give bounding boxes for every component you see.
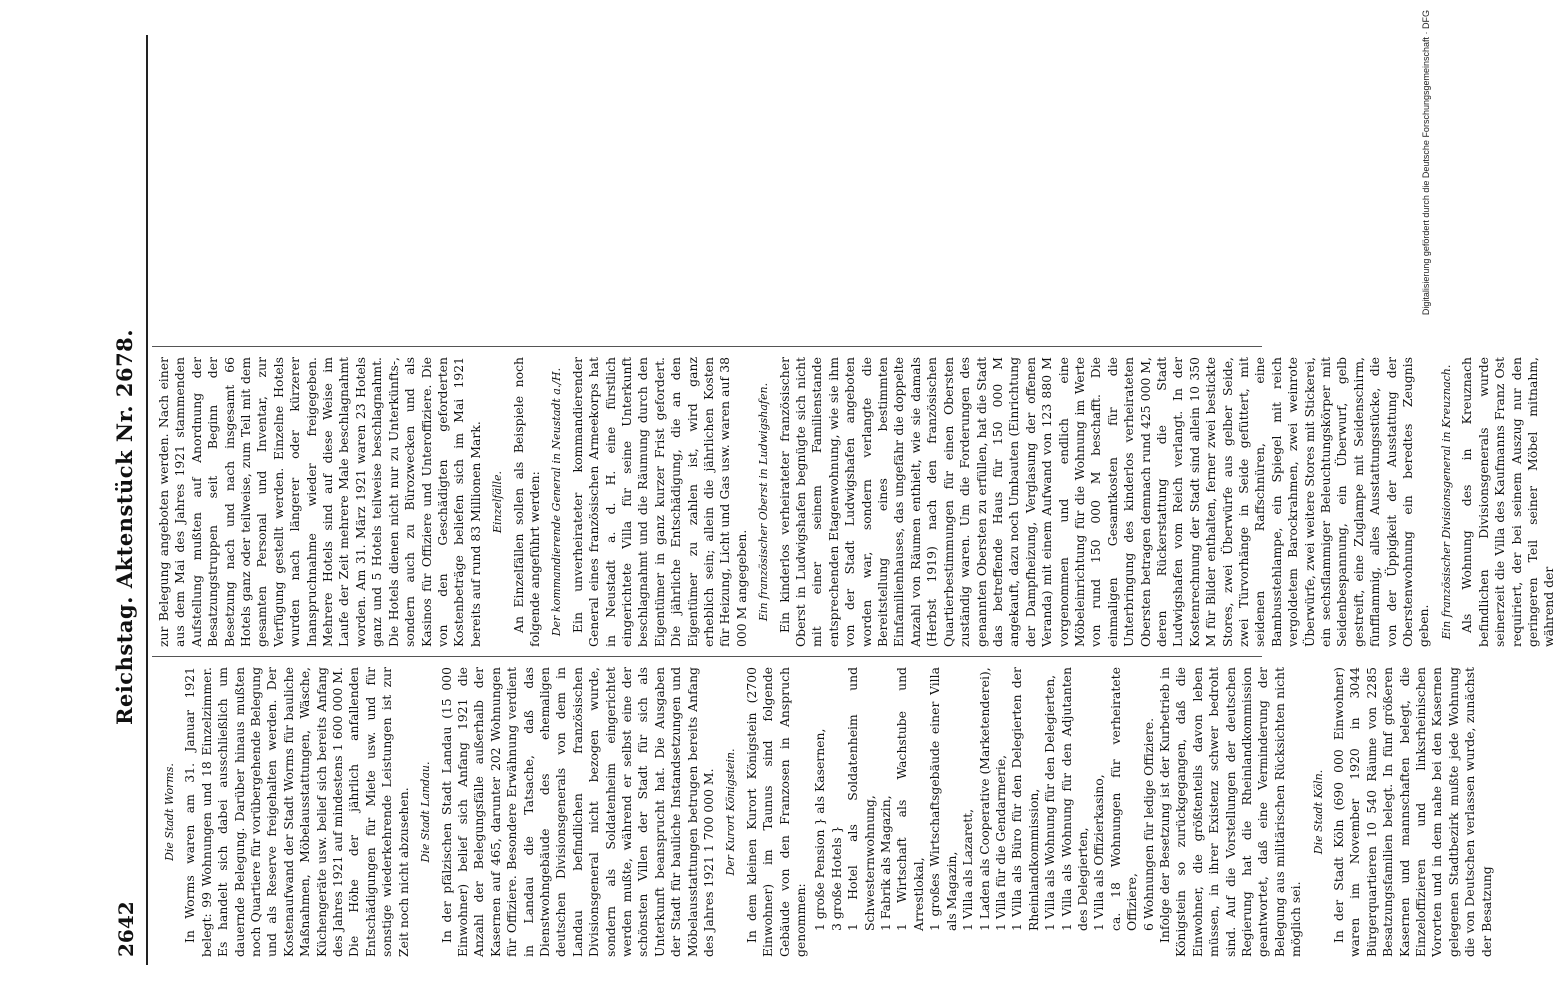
paragraph: Ein unverheirateter kommandierender General eines französischen Armeekorps hat in Neustadt a. d. H. eine fürstlich eingerichtete Villa für seine Unterkunft beschlagnahmt und die Räumung durch den Eigentümer in ganz kurzer Frist gefordert. Die jährliche Entschädigung, die an den Eigentümer zu zahlen ist, wird ganz erheblich sein; allein die jährlichen Kosten für Heizung, Licht und Gas usw. waren auf 38 000 M angegeben. <box>569 357 749 647</box>
paragraph: In dem kleinen Kurort Königstein (2700 Einwohner) im Taunus sind folgende Gebäude von den Franzosen in Anspruch genommen: <box>743 667 809 957</box>
section-heading: Der kommandierende General in Neustadt a./H. <box>550 367 564 637</box>
page-header <box>112 35 148 965</box>
list-item: 1 Fabrik als Magazin, <box>878 795 894 931</box>
text-column-1 <box>156 667 1494 957</box>
paragraph: In Worms waren am 31. Januar 1921 belegt: 99 Wohnungen und 18 Einzelzimmer. Es handelt sich dabei ausschließlich um dauernde Belegung. Darüber hinaus mußten noch Quartiere für vorübergehende Belegung und als Reserve freigehalten werden. Der Kostenaufwand der Stadt Worms für bauliche Maßnahmen, Möbelausstattungen, Wäsche, Küchengeräte usw. belief sich bereits Anfang des Jahres 1921 auf mindestens 1 600 000 M. Die Höhe der jährlich anfallenden Entschädigungen für Miete usw. und für sonstige wiederkehrende Leistungen ist zur Zeit noch nicht abzusehen. <box>182 667 411 957</box>
list-item: 1 Villa als Offizierkasino, <box>1091 774 1107 931</box>
list-item: 3 große Hotels } <box>828 825 844 931</box>
list-item: 1 Villa für die Gendarmerie, <box>992 754 1008 931</box>
paragraph: In der pfälzischen Stadt Landau (15 000 Einwohner) belief sich Anfang 1921 die Anzahl der Belegungsfälle außerhalb der Kasernen auf 465, darunter 202 Wohnungen für Offiziere. Besondere Erwähnung verdient in Landau die Tatsache, daß das Dienstwohngebäude des ehemaligen deutschen Divisionsgenerals von dem in Landau befindlichen französischen Divisionsgeneral nicht bezogen wurde, sondern als Soldatenheim eingerichtet werden mußte, während er selbst eine der schönsten Villen der Stadt für sich als Unterkunft beansprucht hat. Die Ausgaben der Stadt für bauliche Instandsetzungen und Möbelausstattungen betrugen bereits Anfang des Jahres 1921 1 700 000 M. <box>438 667 716 957</box>
column-divider <box>152 346 1262 347</box>
column-divider <box>152 656 1262 657</box>
list-item: 1 Villa als Lazarett, <box>960 808 976 931</box>
paragraph: Infolge der Besetzung ist der Kurbetrieb in Königstein so zurückgegangen, daß die Einwohner, die größtenteils davon leben müssen, in ihrer Existenz schwer bedroht sind. Auf die Vorstellungen der deutschen Regierung hat die Rheinlandkommission geantwortet, daß eine Verminderung der Belegung aus militärischen Rücksichten nicht möglich sei. <box>1156 667 1304 957</box>
list-item: 1 große Pension } als Kasernen, <box>812 728 828 931</box>
list-item: 1 Hotel als Soldatenheim und Schwesternwohnung, <box>845 667 877 931</box>
list-item: 1 Wirtschaft als Wachstube und Arrestlokal, <box>894 667 926 931</box>
section-heading: Der Kurort Königstein. <box>724 748 738 876</box>
digitization-footer <box>1418 10 1434 990</box>
page-title: Reichstag. Aktenstück Nr. 2678. <box>112 328 137 725</box>
section-heading: Ein französischer Oberst in Ludwigshafen. <box>757 382 771 622</box>
section-heading: Die Stadt Köln. <box>1311 769 1325 855</box>
list-item: 1 Villa als Büro für den Delegierten der Rheinlandkommission, <box>1009 667 1041 931</box>
list-item: 6 Wohnungen für ledige Offiziere. <box>1140 717 1156 931</box>
section-heading: Ein französischer Divisionsgeneral in Kreuznach. <box>1439 364 1453 640</box>
list-item: 1 Laden als Cooperative (Marketenderei), <box>976 667 992 931</box>
paragraph: Ein kinderlos verheirateter französischer Oberst in Ludwigshafen begnügte sich nicht mit einer seinem Familienstande entsprechenden Etagenwohnung, wie sie ihm von der Stadt Ludwigshafen angeboten worden war, sondern verlangte die Bereitstellung eines bestimmten Einfamilienhauses, das ungefähr die doppelte Anzahl von Räumen enthielt, wie sie damals (Herbst 1919) nach den französischen Quartierbestimmungen für einen Obersten zuständig waren. Um die Forderungen des genannten Obersten zu erfüllen, hat die Stadt das betreffende Haus für 150 000 M angekauft, dazu noch Umbauten (Einrichtung der Dampfheizung, Verglasung der offenen Veranda) mit einem Aufwand von 123 880 M vorgenommen und endlich eine Möbeleinrichtung für die Wohnung im Werte von rund 150 000 M beschafft. Die einmaligen Gesamtkosten für die Unterbringung des kinderlos verheirateten Obersten betragen demnach rund 425 000 M, deren Rückerstattung die Stadt Ludwigshafen vom Reich verlangt. In der Kostenrechnung der Stadt sind allein 10 350 M für Bilder enthalten, ferner zwei bestickte Stores, zwei Überwürfe aus gelber Seide, zwei Türvorhänge in Seide gefüttert, mit seidenen Raffschnüren, eine Bambusstehlampe, ein Spiegel mit reich vergoldetem Barockrahmen, zwei weinrote Überwürfe, zwei weitere Stores mit Stickerei, ein sechsflammiger Beleuchtungskörper mit Seidenbespannung, ein Überwurf, gelb gestreift, eine Zuglampe mit Seidenschirm, fünfflammig, alles Ausstattungsstücke, die von der Üppigkeit der Ausstattung der Oberstenwohnung ein beredtes Zeugnis geben. <box>776 357 1432 647</box>
page-number: 2642 <box>114 901 138 957</box>
section-heading: Die Stadt Worms. <box>163 763 176 861</box>
list-item: ca. 18 Wohnungen für verheiratete Offiziere, <box>1107 667 1140 931</box>
list-item: 1 Villa als Wohnung für den Adjutanten des Delegierten, <box>1058 667 1090 931</box>
paragraph: Als Wohnung des in Kreuznach befindlichen Divisionsgenerals wurde seinerzeit die Villa des Kaufmanns Franz Ost requiriert, der bei seinem Auszug nur den geringeren Teil seiner Möbel mitnahm, während der <box>1459 357 1557 647</box>
section-heading: Einzelfälle. <box>491 470 505 534</box>
paragraph: In der Stadt Köln (690 000 Einwohner) waren im November 1920 in 3044 Bürgerquartieren 10 540 Räume von 2285 Besatzungsfamilien belegt. In fünf größeren Kasernen und mannschaften belegt, die Einzeloffizieren und linksrheinischen Vororten und in dem nahe bei den Kasernen gelegenen Stadtbezirk mußte jede Wohnung die von Deutschen verlassen wurde, zunächst der Besatzung <box>1331 667 1494 957</box>
section-heading: Die Stadt Landau. <box>419 761 433 863</box>
list-item: 1 großes Wirtschaftsgebäude einer Villa als Magazin, <box>927 667 959 931</box>
paragraph: zur Belegung angeboten werden. Nach einer aus dem Mai des Jahres 1921 stammenden Aufstellung mußten auf Anordnung der Besatzungstruppen seit Beginn der Besetzung nach und nach insgesamt 66 Hotels ganz oder teilweise, zum Teil mit dem gesamten Personal und Inventar, zur Verfügung gestellt werden. Einzelne Hotels wurden nach längerer oder kürzerer Inanspruchnahme wieder freigegeben. Mehrere Hotels sind auf diese Weise im Laufe der Zeit mehrere Male beschlagnahmt worden. Am 31. März 1921 waren 23 Hotels ganz und 5 Hotels teilweise beschlagnahmt. Die Hotels dienen nicht nur zu Unterkünfts-, sondern auch zu Bürozwecken und als Kasinos für Offiziere und Unteroffiziere. Die von den Geschädigten geforderten Kostenbeträge beliefen sich im Mai 1921 bereits auf rund 83 Millionen Mark. <box>156 357 483 647</box>
text-column-3 <box>156 47 1266 337</box>
list-item: 1 Villa als Wohnung für den Delegierten, <box>1042 674 1058 931</box>
paragraph: An Einzelfällen sollen als Beispiele noch folgende angeführt werden: <box>510 357 542 647</box>
dfg-notice: Digitalisierung gefördert durch die Deutsche Forschungsgemeinschaft · DFG <box>1421 10 1431 316</box>
text-column-2 <box>156 357 1557 647</box>
